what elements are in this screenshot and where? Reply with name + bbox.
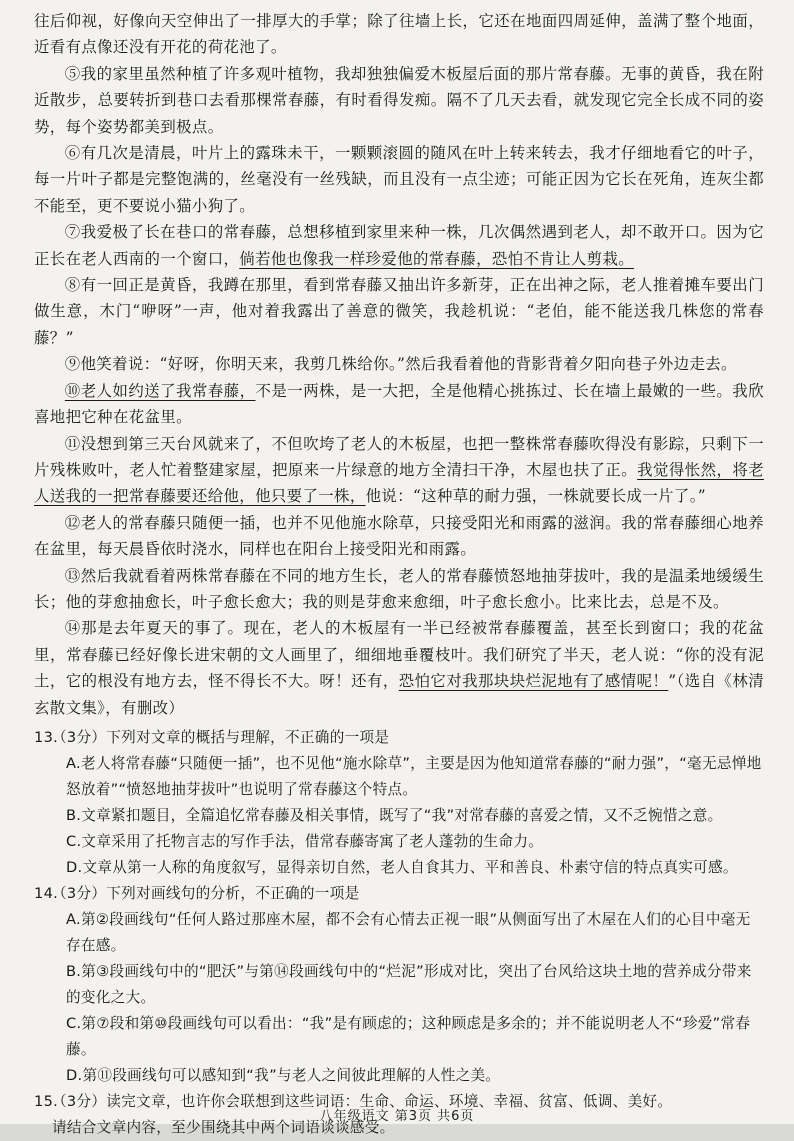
- question-13: [34, 725, 764, 881]
- question-13-points: （3分）: [52, 728, 107, 746]
- question-14-number: 14.: [34, 884, 59, 902]
- question-14-points: （3分）: [52, 884, 107, 902]
- question-13-option-c: C.文章采用了托物言志的写作手法，借常春藤寄寓了老人蓬勃的生命力。: [66, 832, 544, 850]
- paragraph-7-text: ⑦我爱极了长在巷口的常春藤，总想移植到家里来种一株，几次偶然遇到老人，却不敢开口。因为它正长在老人西南的一个窗口，: [34, 223, 764, 268]
- paragraph-11-text-b: 他说：“这种草的耐力强，一株就要长成一片了。”: [365, 487, 707, 506]
- paragraph-5: ⑤我的家里虽然种植了许多观叶植物，我却独独偏爱木板屋后面的那片常春藤。无事的黄昏，我在附近散步，总要转折到巷口去看那棵常春藤，有时看得发痴。隔不了几天去看，就发现它完全长成不同的姿势，每个姿势都美到极点。: [34, 64, 764, 136]
- question-15-body: 请结合文章内容，至少围绕其中两个词语谈谈感受。: [52, 1118, 395, 1136]
- source-note: ”（选自《林清玄散文集》，有删改）: [34, 672, 765, 717]
- question-14-option-b: B.第③段画线句中的“肥沃”与第⑭段画线句中的“烂泥”形成对比，突出了台风给这块土地的营养成分带来的变化之大。: [66, 962, 752, 1006]
- page-footer: 八年级语文 第3页 共6页: [319, 1109, 475, 1124]
- underlined-sentence-7: 倘若他也像我一样珍爱他的常春藤，恐怕不肯让人剪栽。: [239, 249, 635, 268]
- question-14-stem-text: 下列对画线句的分析，不正确的一项是: [106, 884, 360, 902]
- paragraph-6: ⑥有几次是清晨，叶片上的露珠未干，一颗颗滚圆的随风在叶上转来转去，我才仔细地看它的叶子，每一片叶子都是完整饱满的，丝毫没有一丝残缺，而且没有一点尘迹；可能正因为它长在死角，连灰尘都不能至，更不要说小猫小狗了。: [34, 144, 764, 215]
- paragraph-12: ⑫老人的常春藤只随便一插，也并不见他施水除草，只接受阳光和雨露的滋润。我的常春藤细心地养在盆里，每天晨昏依时浇水，同样也在阳台上接受阳光和雨露。: [34, 513, 764, 559]
- question-15-number: 15.: [34, 1092, 59, 1110]
- paragraph-9: ⑨他笑着说：“好呀，你明天来，我剪几株给你。”然后我看着他的背影背着夕阳向巷子外边走去。: [64, 355, 737, 374]
- question-13-option-d: D.文章从第一人称的角度叙写，显得亲切自然，老人自食其力、平和善良、朴素守信的特点真实可感。: [66, 858, 738, 876]
- question-14: [34, 881, 764, 1089]
- underlined-sentence-10: ⑩老人如约送了我常春藤，: [64, 381, 256, 400]
- question-14-option-c: C.第⑦段和第⑩段画线句可以看出：“我”是有顾虑的；这种顾虑是多余的；并不能说明老人不“珍爱”常春藤。: [66, 1014, 751, 1058]
- question-13-stem-text: 下列对文章的概括与理解，不正确的一项是: [106, 728, 390, 746]
- paragraph-14: [34, 615, 764, 721]
- underlined-sentence-14: 恐怕它对我那块块烂泥地有了感情呢！: [398, 672, 669, 691]
- question-14-option-d: D.第⑪段画线句可以感知到“我”与老人之间彼此理解的人性之美。: [66, 1066, 501, 1084]
- question-15-points: （3分）: [52, 1092, 107, 1110]
- questions: [34, 725, 764, 1141]
- article: [34, 8, 764, 721]
- question-14-stem: [34, 881, 764, 907]
- paragraph-8: ⑧有一回正是黄昏，我蹲在那里，看到常春藤又抽出许多新芽，正在出神之际，老人推着摊车要出门做生意，木门“咿呀”一声，他对着我露出了善意的微笑，我趁机说：“老伯，能不能送我几株您的常春藤？”: [34, 276, 764, 347]
- paragraph-11: [34, 431, 764, 510]
- paragraph-14-text: ⑭那是去年夏天的事了。现在，老人的木板屋有一半已经被常春藤覆盖，甚至长到窗口；我的花盆里，常春藤已经好像长进宋朝的文人画里了，细细地垂覆枝叶。我们研究了半天，老人说：“你的没有泥土，它的根没有地方去，怪不得长不大。呀！还有，: [34, 619, 764, 691]
- paragraph-13: ⑬然后我就看着两株常春藤在不同的地方生长，老人的常春藤愤怒地抽芽拔叶，我的是温柔地缓缓生长；他的芽愈抽愈长，叶子愈长愈大；我的则是芽愈来愈细，叶子愈长愈小。比来比去，总是不及。: [34, 566, 764, 611]
- paragraph-10: [34, 378, 764, 431]
- paragraph-10-text: 不是一两株，是一大把，全是他精心挑拣过、长在墙上最嫩的一些。我欣喜地把它种在花盆里。: [34, 381, 764, 427]
- question-13-stem: [34, 725, 764, 751]
- underlined-sentence-11: 我觉得怅然，将老人送我的一把常春藤要还给他，他只要了一株，: [34, 460, 764, 506]
- paragraph-intro: 往后仰视，好像向天空伸出了一排厚大的手掌；除了往墙上长，它还在地面四周延伸，盖满了整个地面，近看有点像还没有开花的荷花池了。: [34, 12, 764, 57]
- question-13-number: 13.: [34, 728, 59, 746]
- question-13-option-b: B.文章紧扣题目，全篇追忆常春藤及相关事情，既写了“我”对常春藤的喜爱之情，又不乏惋惜之意。: [66, 806, 723, 824]
- paragraph-7: [34, 219, 764, 272]
- question-13-option-a: A.老人将常春藤“只随便一插”，也不见他“施水除草”，主要是因为他知道常春藤的“耐力强”，“毫无忌惮地怒放着”“愤怒地抽芽拔叶”也说明了常春藤这个特点。: [66, 754, 762, 798]
- question-15-stem-text: 读完文章，也许你会联想到这些词语：生命、命运、环境、幸福、贫富、低调、美好。: [106, 1092, 673, 1110]
- question-14-option-a: A.第②段画线句“任何人路过那座木屋，都不会有心情去正视一眼”从侧面写出了木屋在人们的心目中毫无存在感。: [66, 910, 751, 954]
- paragraph-11-text-a: ⑪没想到第三天台风就来了，不但吹垮了老人的木板屋，也把一整株常春藤吹得没有影踪，只剩下一片残株败叶，老人忙着整建家屋，把原来一片绿意的地方全清扫干净，木屋也扶了正。: [34, 434, 764, 479]
